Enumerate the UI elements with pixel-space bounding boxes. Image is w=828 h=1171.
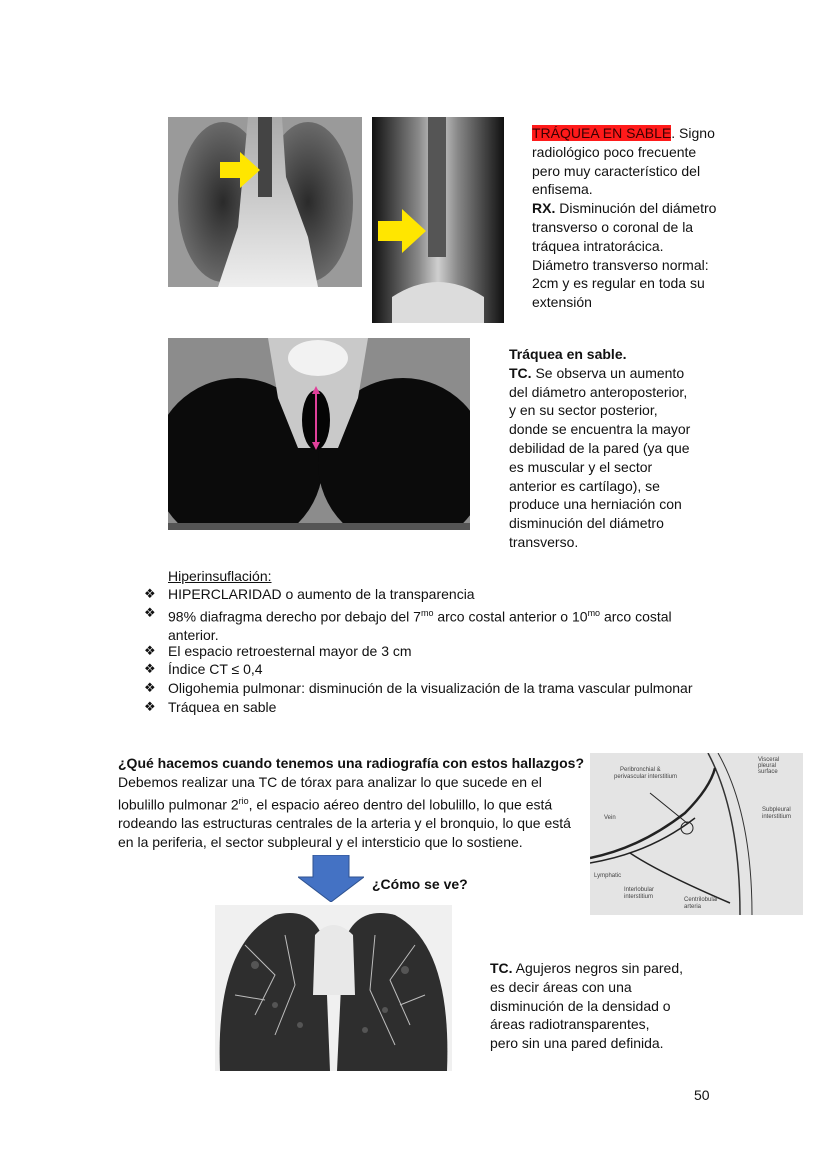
ct-findings-description: TC. Agujeros negros sin pared, es decir áreas con una disminución de la densidad o áreas radiotransparentes, pero sin una pared definida.	[490, 960, 684, 1052]
chest-xray-image	[168, 117, 362, 287]
list-item: ❖ 98% diafragma derecho por debajo del $7^{mo}$ arco costal anterior o $10^{mo}$ arco costal anterior.	[144, 605, 672, 644]
list-item: ❖ Tráquea en sable	[144, 699, 277, 715]
diagram-label: Centrilobular	[684, 897, 719, 903]
trachea-xray-image	[372, 117, 504, 323]
diagram-label: pleural	[758, 763, 777, 769]
bullet-icon: ❖	[144, 586, 156, 601]
ct-lungs-image	[215, 905, 452, 1071]
hiperinsuflacion-heading: Hiperinsuflación:	[168, 568, 272, 584]
bullet-icon: ❖	[144, 643, 156, 658]
page-number: 50	[694, 1087, 710, 1103]
diagram-label: Interlobular	[624, 887, 655, 893]
bullet-icon: ❖	[144, 661, 156, 676]
diagram-label: Visceral	[758, 757, 780, 763]
diagram-label: perivascular interstitium	[614, 774, 678, 780]
bullet-icon: ❖	[144, 680, 156, 695]
bullet-icon: ❖	[144, 699, 156, 714]
diagram-label: interstitium	[762, 814, 792, 820]
diagram-label: Peribronchial &	[620, 767, 661, 773]
diagram-label: Subpleural	[762, 807, 791, 813]
question-paragraph: ¿Qué hacemos cuando tenemos una radiografía con estos hallazgos? Debemos realizar una TC de tórax para analizar lo que sucede en el lobulillo pulmonar $2^{rio}$, el espacio aéreo dentro del lobulillo, lo que está rodeando las estructuras centrales de la arteria y el bronquio, lo que está en la periferia, el sector subpleural y el intersticio que lo sostiene.	[118, 755, 584, 850]
como-se-ve-label: ¿Cómo se ve?	[372, 876, 468, 892]
bullet-icon: ❖	[144, 605, 156, 620]
list-item: ❖ El espacio retroesternal mayor de 3 cm	[144, 643, 412, 659]
trachea-sable-description: TRÁQUEA EN SABLE. Signo radiológico poco frecuente pero muy característico del enfisema. RX. Disminución del diámetro transverso o coronal de la tráquea intratorácica. Diámetro transverso normal: 2cm y es regular en toda su extensión	[532, 125, 717, 311]
diagram-label: interstitium	[624, 894, 654, 900]
highlight-title: TRÁQUEA EN SABLE	[532, 125, 672, 141]
diagram-label: Vein	[604, 815, 616, 821]
down-arrow-icon	[298, 855, 364, 902]
ct-description: Tráquea en sable. TC. Se observa un aumento del diámetro anteroposterior, y en su sector posterior, donde se encuentra la mayor debilidad de la pared (ya que es muscular y el sector anterior es cartílago), se produce una herniación con disminución del diámetro transverso.	[509, 346, 691, 550]
list-item: ❖ Índice CT ≤ 0,4	[144, 661, 263, 677]
diagram-label: arteria	[684, 904, 702, 910]
ct-axial-image	[168, 338, 470, 530]
diagram-label: surface	[758, 769, 778, 775]
list-item: ❖ Oligohemia pulmonar: disminución de la visualización de la trama vascular pulmonar	[144, 680, 693, 696]
diagram-label: Lymphatic	[594, 873, 622, 879]
list-item: ❖ HIPERCLARIDAD o aumento de la transparencia	[144, 586, 475, 602]
lobule-diagram	[590, 753, 803, 915]
